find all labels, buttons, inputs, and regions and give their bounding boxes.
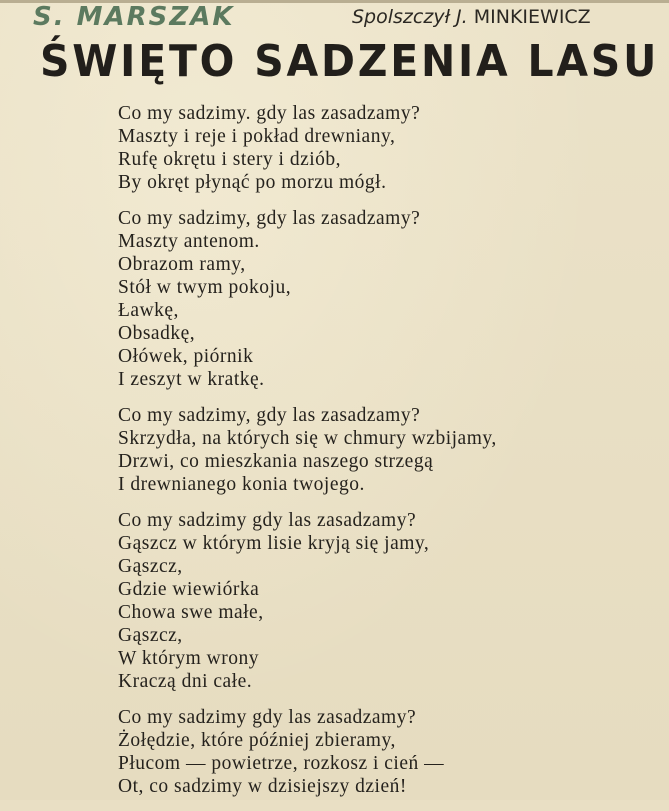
translator-prefix: Spolszczył J. (352, 6, 468, 28)
poem-line: Gąszcz, (118, 556, 183, 577)
poem-line: Obrazom ramy, (118, 254, 246, 275)
poem-line: Co my sadzimy gdy las zasadzamy? (118, 510, 417, 531)
poem-line: I zeszyt w kratkę. (118, 369, 265, 390)
poem-line: Gdzie wiewiórka (118, 579, 260, 600)
poem-line: Co my sadzimy, gdy las zasadzamy? (118, 405, 421, 426)
translator-name: MINKIEWICZ (473, 6, 591, 28)
poem-line: Skrzydła, na których się w chmury wzbijamy, (118, 428, 497, 449)
poem-line: Co my sadzimy gdy las zasadzamy? (118, 707, 417, 728)
poem-line: Obsadkę, (118, 323, 196, 344)
poem-line: W którym wrony (118, 648, 259, 669)
stanza-4 (118, 509, 497, 693)
poem-line: Drzwi, co mieszkania naszego strzegą (118, 451, 434, 472)
poem-line: By okręt płynąć po morzu mógł. (118, 172, 387, 193)
poem-line: Stół w twym pokoju, (118, 277, 292, 298)
poem-line: Ot, co sadzimy w dzisiejszy dzień! (118, 776, 407, 797)
poem-title: ŚWIĘTO SADZENIA LASU (40, 36, 660, 87)
poem-line: Żołędzie, które później zbieramy, (118, 730, 396, 751)
poem-line: Rufę okrętu i stery i dziób, (118, 149, 342, 170)
poem-body (118, 102, 497, 811)
stanza-5 (118, 706, 497, 798)
stanza-2 (118, 207, 497, 391)
poem-line: Maszty i reje i pokład drewniany, (118, 126, 396, 147)
poem-line: Gąszcz w którym lisie kryją się jamy, (118, 533, 430, 554)
poem-line: Co my sadzimy, gdy las zasadzamy? (118, 208, 421, 229)
poem-line: Płucom — powietrze, rozkosz i cień — (118, 753, 445, 774)
poem-line: Kraczą dni całe. (118, 671, 253, 692)
stanza-3 (118, 404, 497, 496)
poem-line: I drewnianego konia twojego. (118, 474, 365, 495)
translator-credit (352, 6, 591, 28)
poem-line: Co my sadzimy. gdy las zasadzamy? (118, 103, 421, 124)
poem-line: Chowa swe małe, (118, 602, 264, 623)
poem-line: Ołówek, piórnik (118, 346, 254, 367)
poem-line: Gąszcz, (118, 625, 183, 646)
author-name: S. MARSZAK (33, 2, 235, 32)
stanza-1 (118, 102, 497, 194)
poem-line: Ławkę, (118, 300, 179, 321)
poem-line: Maszty antenom. (118, 231, 260, 252)
